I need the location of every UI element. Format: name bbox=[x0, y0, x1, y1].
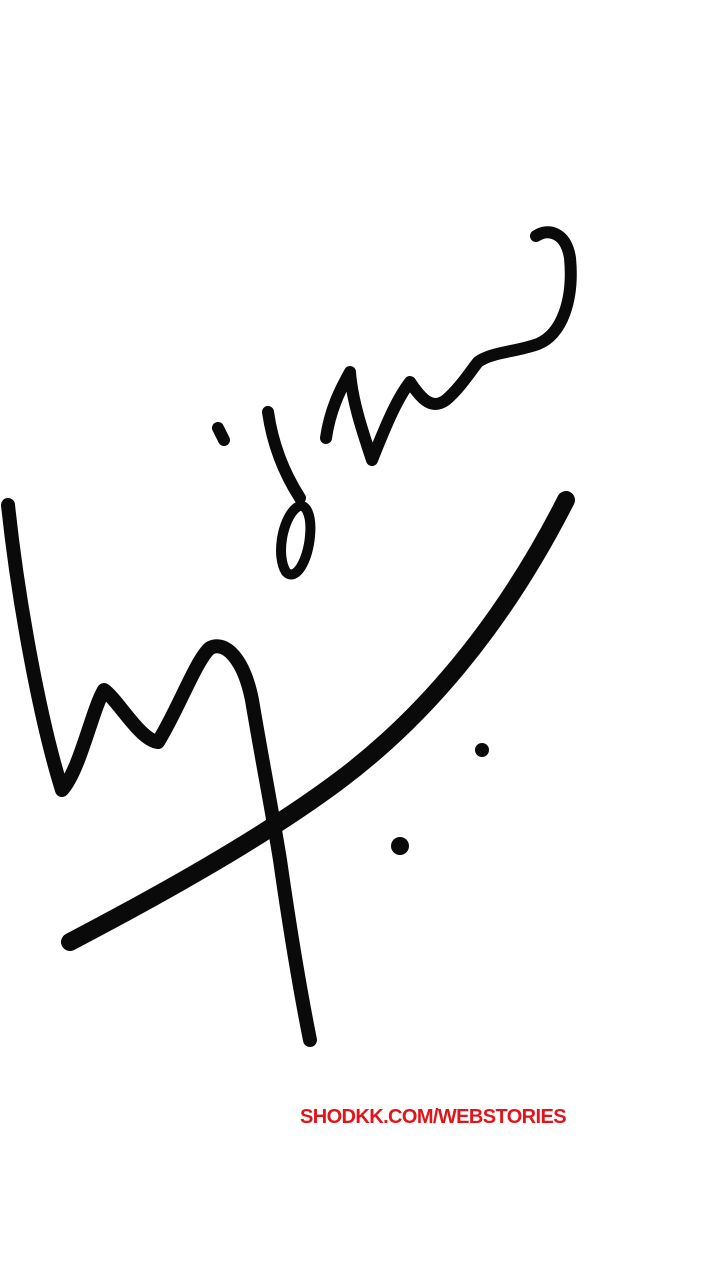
signature-dot-bottom bbox=[391, 837, 409, 855]
source-watermark-link[interactable]: SHODKK.COM/WEBSTORIES bbox=[300, 1106, 566, 1128]
signature-dot-right bbox=[475, 743, 489, 757]
signature-underline bbox=[70, 500, 566, 942]
signature-stroke-loop bbox=[281, 506, 310, 575]
signature-stroke-initial bbox=[8, 505, 310, 1040]
signature-stroke-upper bbox=[268, 232, 571, 498]
signature-dot-top bbox=[218, 428, 224, 440]
